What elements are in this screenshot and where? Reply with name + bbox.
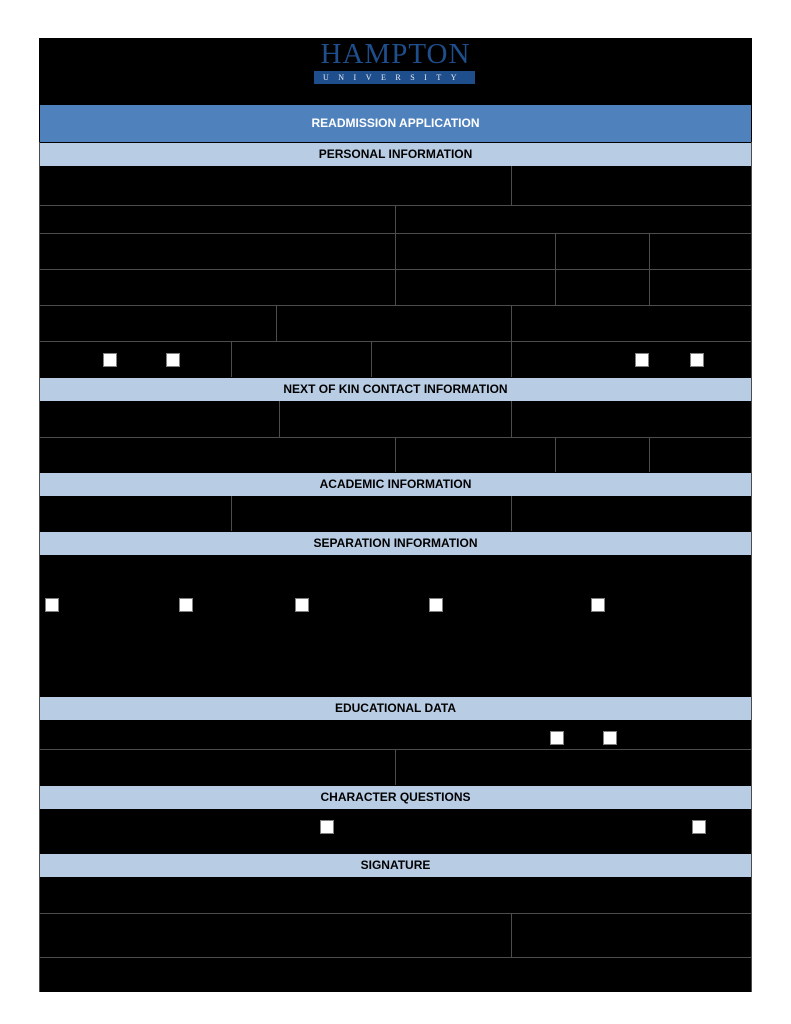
section-separation-information: SEPARATION INFORMATION [40,532,751,555]
checkbox[interactable] [603,731,617,745]
col-divider [371,341,372,377]
row-divider [40,305,751,306]
col-divider [511,401,512,437]
checkbox[interactable] [591,598,605,612]
section-personal-information: PERSONAL INFORMATION [40,143,751,166]
hampton-university-logo [39,38,752,105]
col-divider [649,437,650,472]
col-divider [511,341,512,377]
col-divider [649,233,650,305]
checkbox[interactable] [690,353,704,367]
col-divider [511,305,512,341]
col-divider [231,496,232,531]
checkbox[interactable] [550,731,564,745]
form-title: READMISSION APPLICATION [40,105,751,142]
section-academic-information: ACADEMIC INFORMATION [40,473,751,496]
col-divider [395,205,396,233]
checkbox[interactable] [320,820,334,834]
col-divider [395,233,396,305]
section-educational-data: EDUCATIONAL DATA [40,697,751,720]
col-divider [555,437,556,472]
checkbox[interactable] [166,353,180,367]
checkbox[interactable] [179,598,193,612]
checkbox[interactable] [45,598,59,612]
checkbox[interactable] [295,598,309,612]
checkbox[interactable] [429,598,443,612]
col-divider [231,341,232,377]
row-divider [40,341,751,342]
col-divider [276,305,277,341]
col-divider [511,166,512,205]
row-divider [40,913,751,914]
logo-name: HAMPTON [320,38,471,70]
section-signature: SIGNATURE [40,854,751,877]
col-divider [511,496,512,531]
checkbox[interactable] [103,353,117,367]
col-divider [395,749,396,785]
col-divider [395,437,396,472]
col-divider [511,913,512,957]
application-form [39,38,752,992]
checkbox[interactable] [635,353,649,367]
logo-subtitle: UNIVERSITY [314,71,475,84]
section-next-of-kin: NEXT OF KIN CONTACT INFORMATION [40,378,751,401]
row-divider [40,957,751,958]
col-divider [555,233,556,305]
checkbox[interactable] [692,820,706,834]
col-divider [279,401,280,437]
section-character-questions: CHARACTER QUESTIONS [40,786,751,809]
